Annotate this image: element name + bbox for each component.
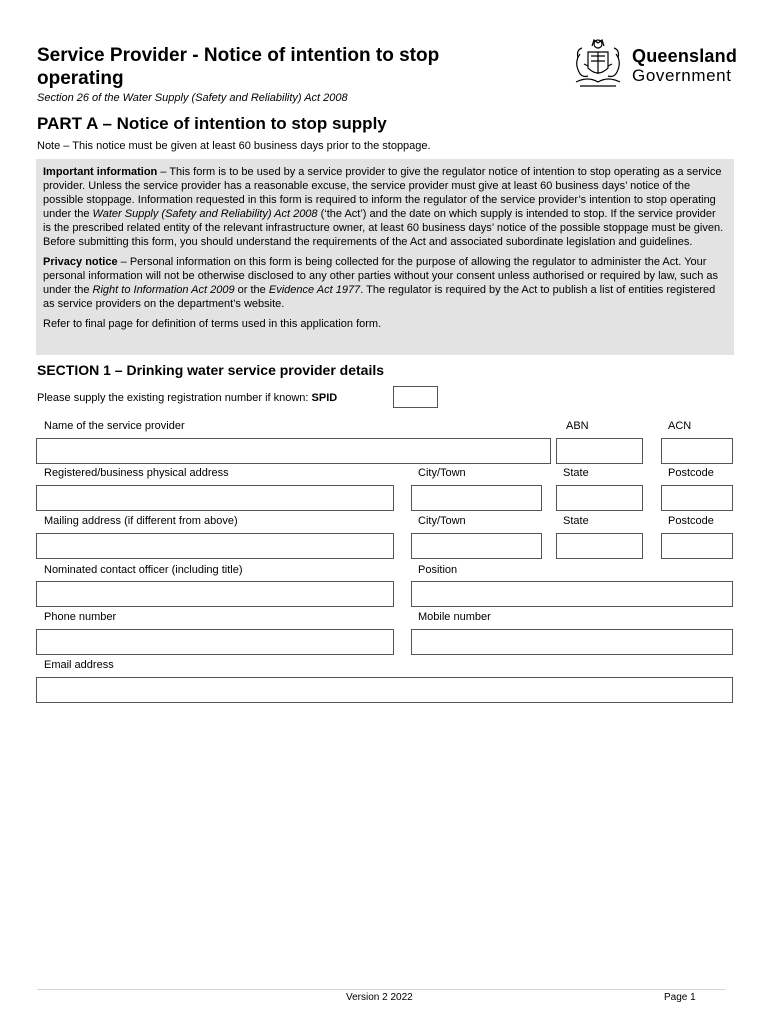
mailing-address-input[interactable] [36,533,394,559]
postcode-2-input[interactable] [661,533,733,559]
abn-input[interactable] [556,438,643,464]
spid-input[interactable] [393,386,438,408]
acn-input[interactable] [661,438,733,464]
page-number: Page 1 [664,992,696,1003]
email-input[interactable] [36,677,733,703]
label-state-1: State [563,467,589,479]
logo-text-queensland: Queensland [632,46,738,66]
phone-input[interactable] [36,629,394,655]
contact-officer-input[interactable] [36,581,394,607]
coat-of-arms-icon [570,36,626,92]
label-mobile: Mobile number [418,611,491,623]
part-a-heading: PART A – Notice of intention to stop supply [37,114,387,133]
privacy-label: Privacy notice [43,256,118,268]
label-position: Position [418,564,458,576]
important-label: Important information [43,166,158,178]
label-phone: Phone number [44,611,117,623]
label-contact-officer: Nominated contact officer (including title) [44,564,243,576]
queensland-government-logo [570,36,745,92]
privacy-notice: Privacy notice – Personal information on this form is being collected for the purpose of allowing the regulator to administer the Act. Your personal information will not be otherwise disclosed to any other parties without your consent unless authorised or required by law, such as under the Right to Information Act 2009 or the Evidence Act 1977. The regulator is required by the Act to publish a list of entities registered as service providers on the department’s website. [43,256,719,310]
label-postcode-2: Postcode [668,515,714,527]
spid-prompt: Please supply the existing registration number if known: SPID [37,392,338,404]
label-city-1: City/Town [418,467,466,479]
label-postcode-1: Postcode [668,467,714,479]
logo-text-government: Government [632,66,732,85]
mobile-input[interactable] [411,629,733,655]
provider-name-input[interactable] [36,438,551,464]
postcode-1-input[interactable] [661,485,733,511]
footer-divider [37,989,725,990]
label-email: Email address [44,659,114,671]
refer-note: Refer to final page for definition of terms used in this application form. [43,318,382,330]
city-1-input[interactable] [411,485,542,511]
label-city-2: City/Town [418,515,466,527]
state-2-input[interactable] [556,533,643,559]
information-box [36,159,734,355]
form-subtitle: Section 26 of the Water Supply (Safety and Reliability) Act 2008 [37,92,348,104]
label-mailing-address: Mailing address (if different from above) [44,515,238,527]
label-state-2: State [563,515,589,527]
version-label: Version 2 2022 [346,992,413,1003]
spid-label: SPID [311,392,338,404]
important-information: Important information – This form is to be used by a service provider to give the regulator notice of intention to stop operating as a service provider. Unless the service provider has a reasonable excuse, the service provider must give at least 60 business days’ notice of the possible stoppage. Information requested in this form is required to inform the regulator of the service provider’s intention to stop operating under the Water Supply (Safety and Reliability) Act 2008 (‘the Act’) and the date on which supply is intended to stop. If the service provider is the prescribed related entity of the relevant infrastructure owner, at least 60 business days’ notice of the possible stoppage must be given. Before submitting this form, you should understand the requirements of the Act and associated subordinate legislation and guidelines. [43,166,724,248]
label-provider-name: Name of the service provider [44,420,185,432]
city-2-input[interactable] [411,533,542,559]
label-acn: ACN [668,420,692,432]
label-abn: ABN [566,420,589,432]
section-1-heading: SECTION 1 – Drinking water service provider details [37,362,385,378]
label-registered-address: Registered/business physical address [44,467,229,479]
position-input[interactable] [411,581,733,607]
form-title: Service Provider - Notice of intention to stop operating [37,45,440,89]
registered-address-input[interactable] [36,485,394,511]
state-1-input[interactable] [556,485,643,511]
part-a-note: Note – This notice must be given at least 60 business days prior to the stoppage. [37,140,431,152]
